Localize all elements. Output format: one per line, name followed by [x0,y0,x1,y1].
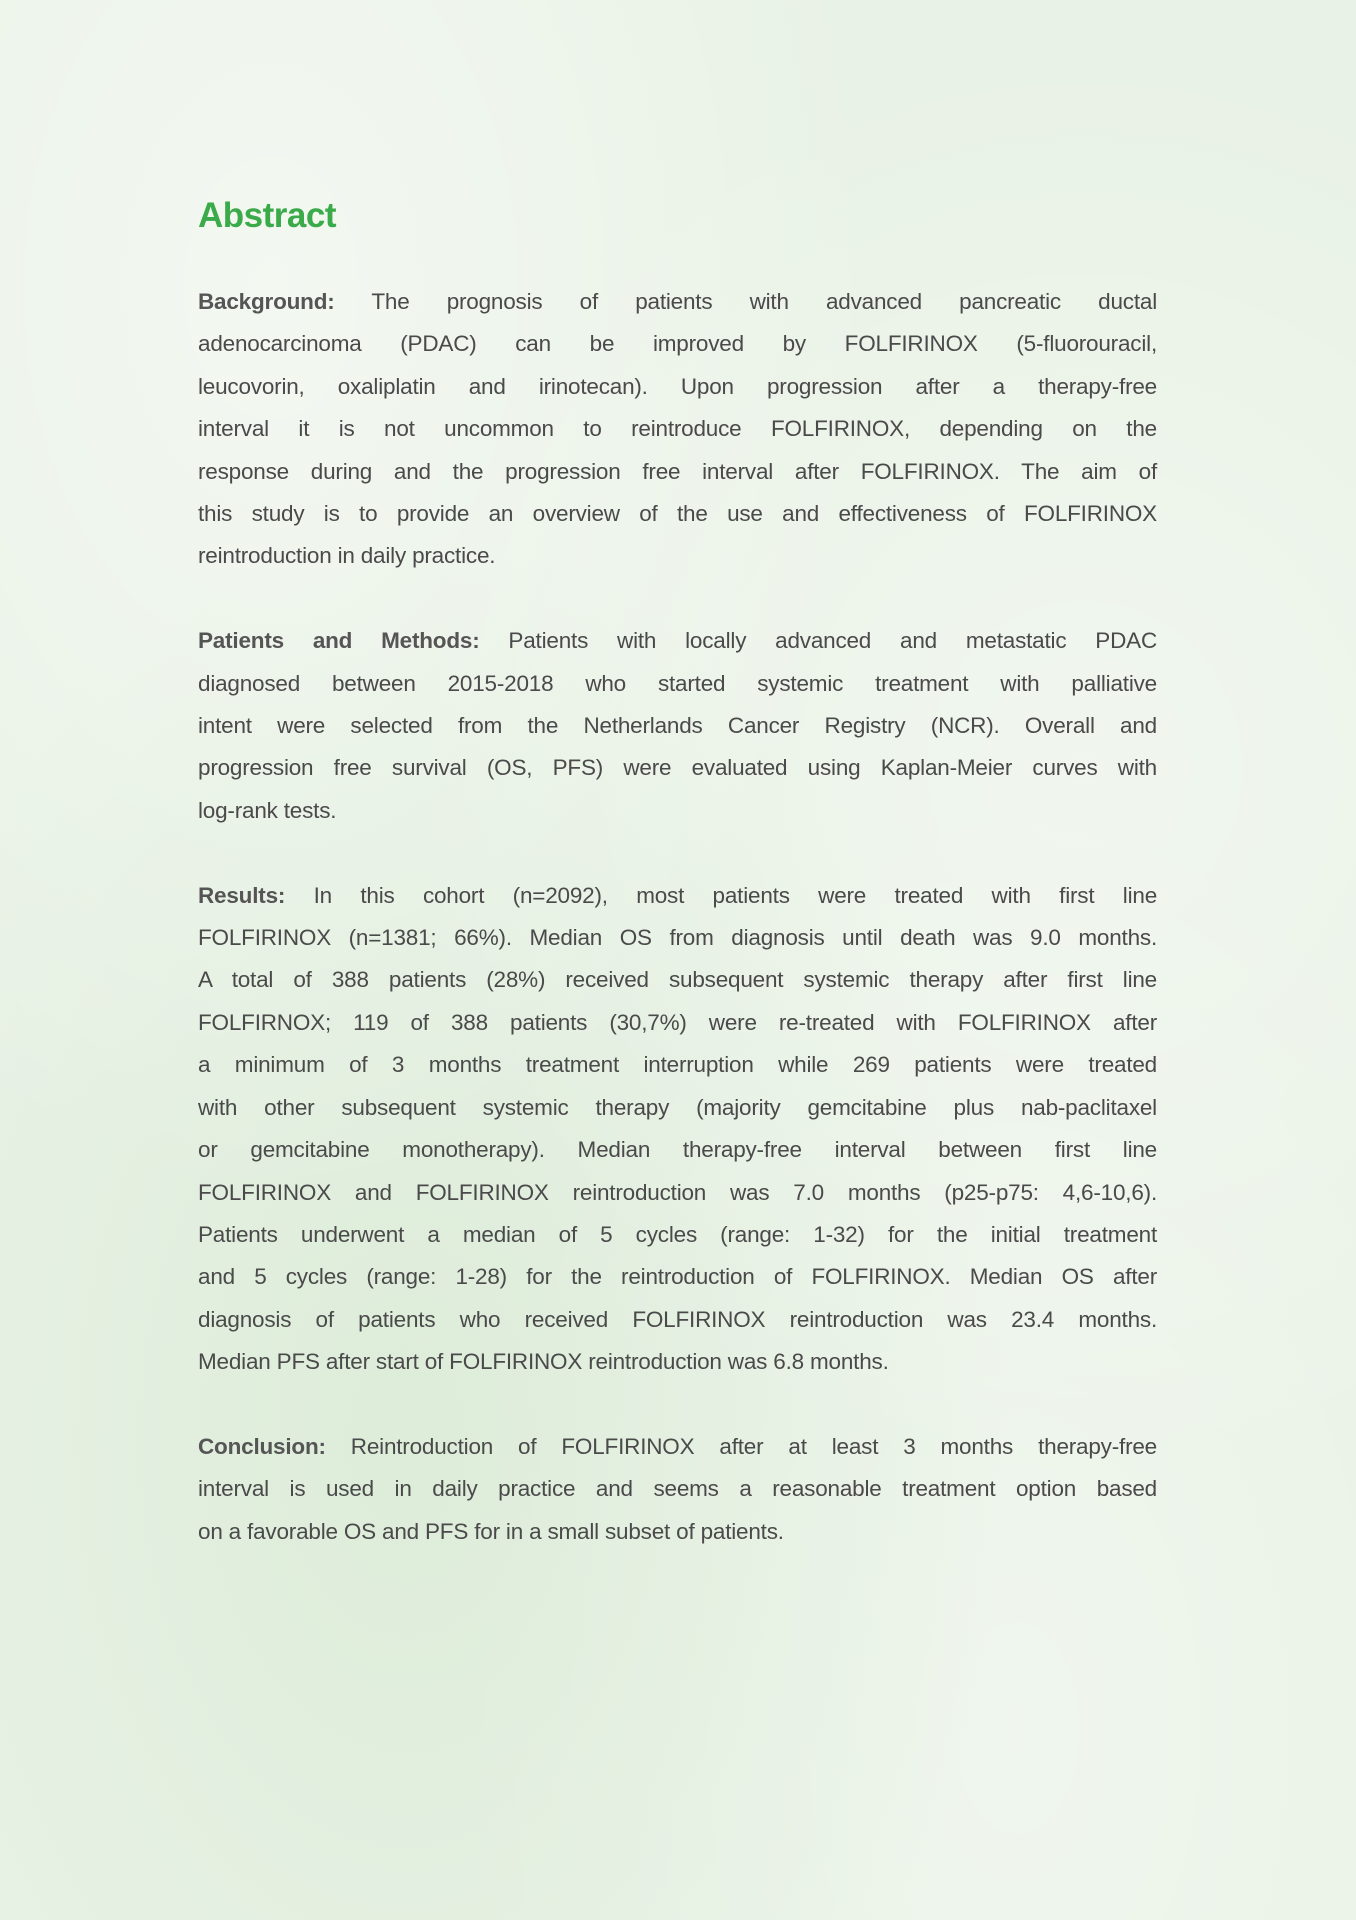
line-text: FOLFIRINOX and FOLFIRINOX reintroduction was 7.0 months (p25-p75: 4,6-10,6). [198,1179,1157,1205]
text-line [198,451,1157,493]
abstract-section [198,193,1157,1596]
text-line [198,493,1157,535]
text-line [198,959,1157,1001]
line-text: Patients underwent a median of 5 cycles (range: 1-32) for the initial treatment [198,1221,1157,1247]
line-text: intent were selected from the Netherlands Cancer Registry (NCR). Overall and [198,713,1157,739]
text-line [198,620,1157,662]
line-text: In this cohort (n=2092), most patients were treated with first line [313,882,1158,908]
paragraph-label: Patients and Methods: [198,628,480,654]
line-text: interval is used in daily practice and seems a reasonable treatment option based [198,1476,1157,1502]
text-line [198,408,1157,450]
text-line [198,1468,1157,1510]
line-text: A total of 388 patients (28%) received subsequent systemic therapy after first line [198,967,1157,993]
text-line [198,663,1157,705]
text-line [198,917,1157,959]
line-text: progression free survival (OS, PFS) were evaluated using Kaplan-Meier curves with [198,755,1157,781]
text-line [198,790,1157,832]
line-text: or gemcitabine monotherapy). Median therapy-free interval between first line [198,1137,1157,1163]
text-line [198,281,1157,323]
line-text: Patients with locally advanced and metastatic PDAC [508,628,1157,654]
line-text: and 5 cycles (range: 1-28) for the reintroduction of FOLFIRINOX. Median OS after [198,1264,1157,1290]
text-line [198,747,1157,789]
line-text: diagnosis of patients who received FOLFIRINOX reintroduction was 23.4 months. [198,1306,1157,1332]
paragraph-label: Results: [198,882,286,908]
text-line [198,1426,1157,1468]
line-text: interval it is not uncommon to reintroduce FOLFIRINOX, depending on the [198,416,1157,442]
paragraph-conclusion [198,1426,1157,1553]
line-text: The prognosis of patients with advanced pancreatic ductal [371,289,1157,314]
line-text: leucovorin, oxaliplatin and irinotecan). Upon progression after a therapy-free [198,373,1157,399]
text-line [198,1087,1157,1129]
line-text: a minimum of 3 months treatment interruption while 269 patients were treated [198,1052,1157,1078]
text-line [198,535,1157,577]
line-text: log-rank tests. [198,797,337,823]
line-text: diagnosed between 2015-2018 who started systemic treatment with palliative [198,670,1157,696]
line-text: with other subsequent systemic therapy (majority gemcitabine plus nab-paclitaxel [198,1094,1157,1120]
text-line [198,1129,1157,1171]
text-line [198,1214,1157,1256]
line-text: response during and the progression free interval after FOLFIRINOX. The aim of [198,458,1157,484]
line-text: this study is to provide an overview of the use and effectiveness of FOLFIRINOX [198,501,1157,527]
line-text: Reintroduction of FOLFIRINOX after at least 3 months therapy-free [350,1433,1157,1459]
line-text: adenocarcinoma (PDAC) can be improved by FOLFIRINOX (5-fluorouracil, [198,331,1157,357]
text-line [198,1002,1157,1044]
text-line [198,1044,1157,1086]
text-line [198,1172,1157,1214]
text-line [198,1299,1157,1341]
paragraph-label: Conclusion: [198,1433,326,1459]
abstract-heading: Abstract [198,196,336,235]
line-text: FOLFIRINOX (n=1381; 66%). Median OS from diagnosis until death was 9.0 months. [198,925,1157,951]
text-line [198,323,1157,365]
text-line [198,1341,1157,1383]
line-text: on a favorable OS and PFS for in a small subset of patients. [198,1518,784,1544]
paragraph-background [198,281,1157,578]
paragraph-label: Background: [198,289,335,314]
text-line [198,366,1157,408]
text-line [198,705,1157,747]
paragraph-results [198,875,1157,1384]
line-text: FOLFIRNOX; 119 of 388 patients (30,7%) were re-treated with FOLFIRINOX after [198,1009,1157,1035]
text-line [198,875,1157,917]
line-text: Median PFS after start of FOLFIRINOX reintroduction was 6.8 months. [198,1349,889,1375]
text-line [198,1256,1157,1298]
paragraph-patients-and-methods [198,620,1157,832]
line-text: reintroduction in daily practice. [198,543,496,569]
text-line [198,1511,1157,1553]
